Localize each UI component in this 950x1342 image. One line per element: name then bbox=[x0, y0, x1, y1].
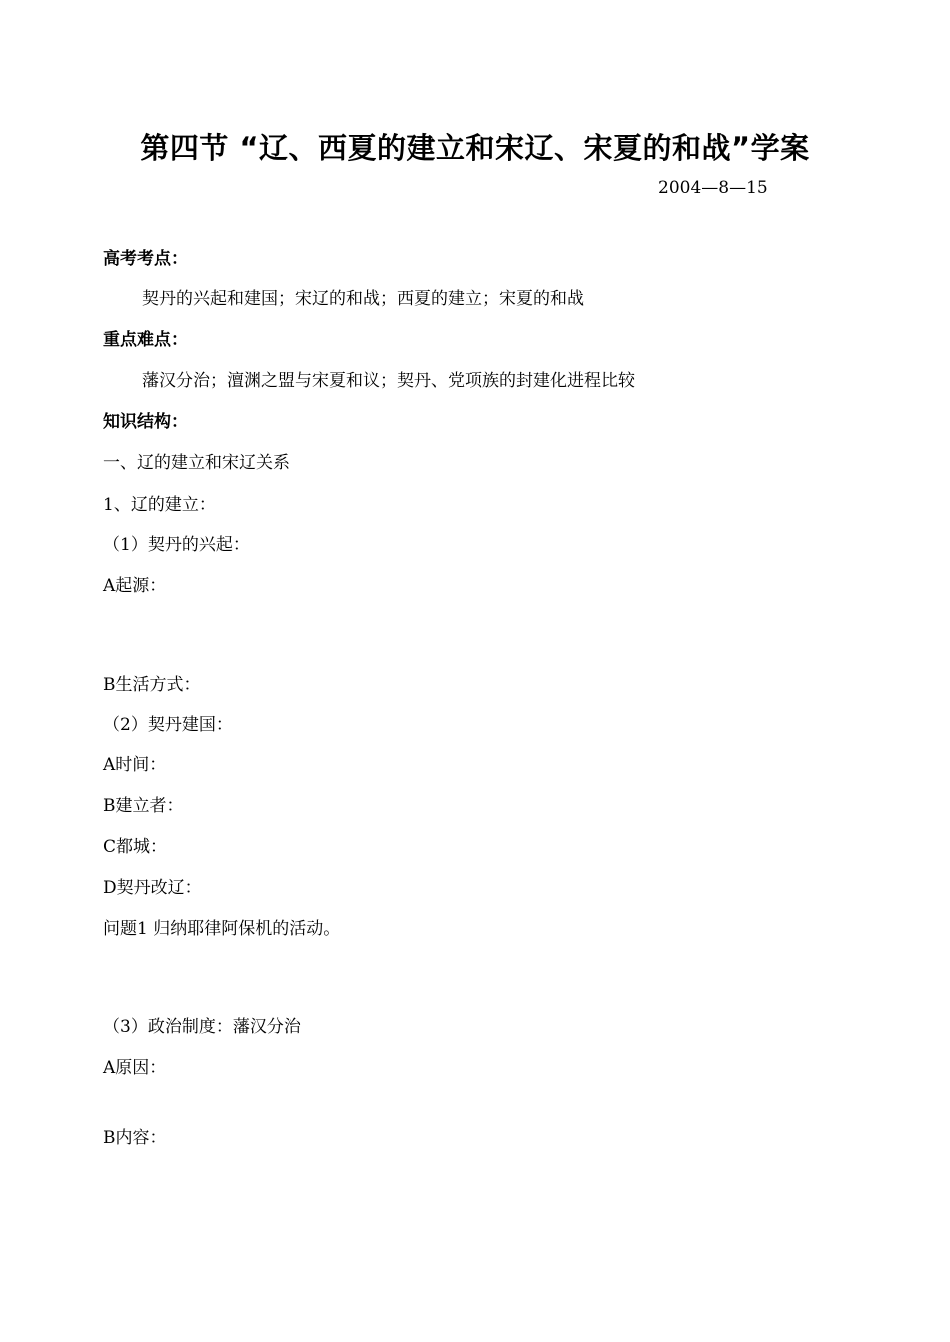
sub-reason: A原因： bbox=[103, 1058, 167, 1078]
key-points-text: 藩汉分治；澶渊之盟与宋夏和议；契丹、党项族的封建化进程比较 bbox=[142, 371, 635, 391]
knowledge-structure-heading: 知识结构： bbox=[103, 412, 188, 432]
question-one: 问题1 归纳耶律阿保机的活动。 bbox=[103, 919, 341, 939]
sub-time: A时间： bbox=[103, 755, 167, 775]
exam-points-heading: 高考考点： bbox=[103, 249, 188, 269]
sub-origin: A起源： bbox=[103, 576, 167, 596]
sub-khitan-rise: （1）契丹的兴起： bbox=[103, 535, 250, 555]
key-points-heading: 重点难点： bbox=[103, 330, 188, 350]
item-liao-founding: 1、辽的建立： bbox=[103, 495, 216, 515]
exam-points-text: 契丹的兴起和建国；宋辽的和战；西夏的建立；宋夏的和战 bbox=[142, 289, 584, 309]
sub-renamed-liao: D契丹改辽： bbox=[103, 878, 202, 898]
part-one-heading: 一、辽的建立和宋辽关系 bbox=[103, 453, 290, 473]
sub-content: B内容： bbox=[103, 1128, 167, 1148]
sub-capital: C都城： bbox=[103, 837, 168, 857]
sub-lifestyle: B生活方式： bbox=[103, 675, 201, 695]
document-date: 2004—8—15 bbox=[658, 178, 768, 198]
sub-founder: B建立者： bbox=[103, 796, 184, 816]
sub-khitan-state: （2）契丹建国： bbox=[103, 715, 233, 735]
sub-political-system: （3）政治制度：藩汉分治 bbox=[103, 1017, 301, 1037]
page-title: 第四节 “辽、西夏的建立和宋辽、宋夏的和战”学案 bbox=[140, 131, 810, 165]
